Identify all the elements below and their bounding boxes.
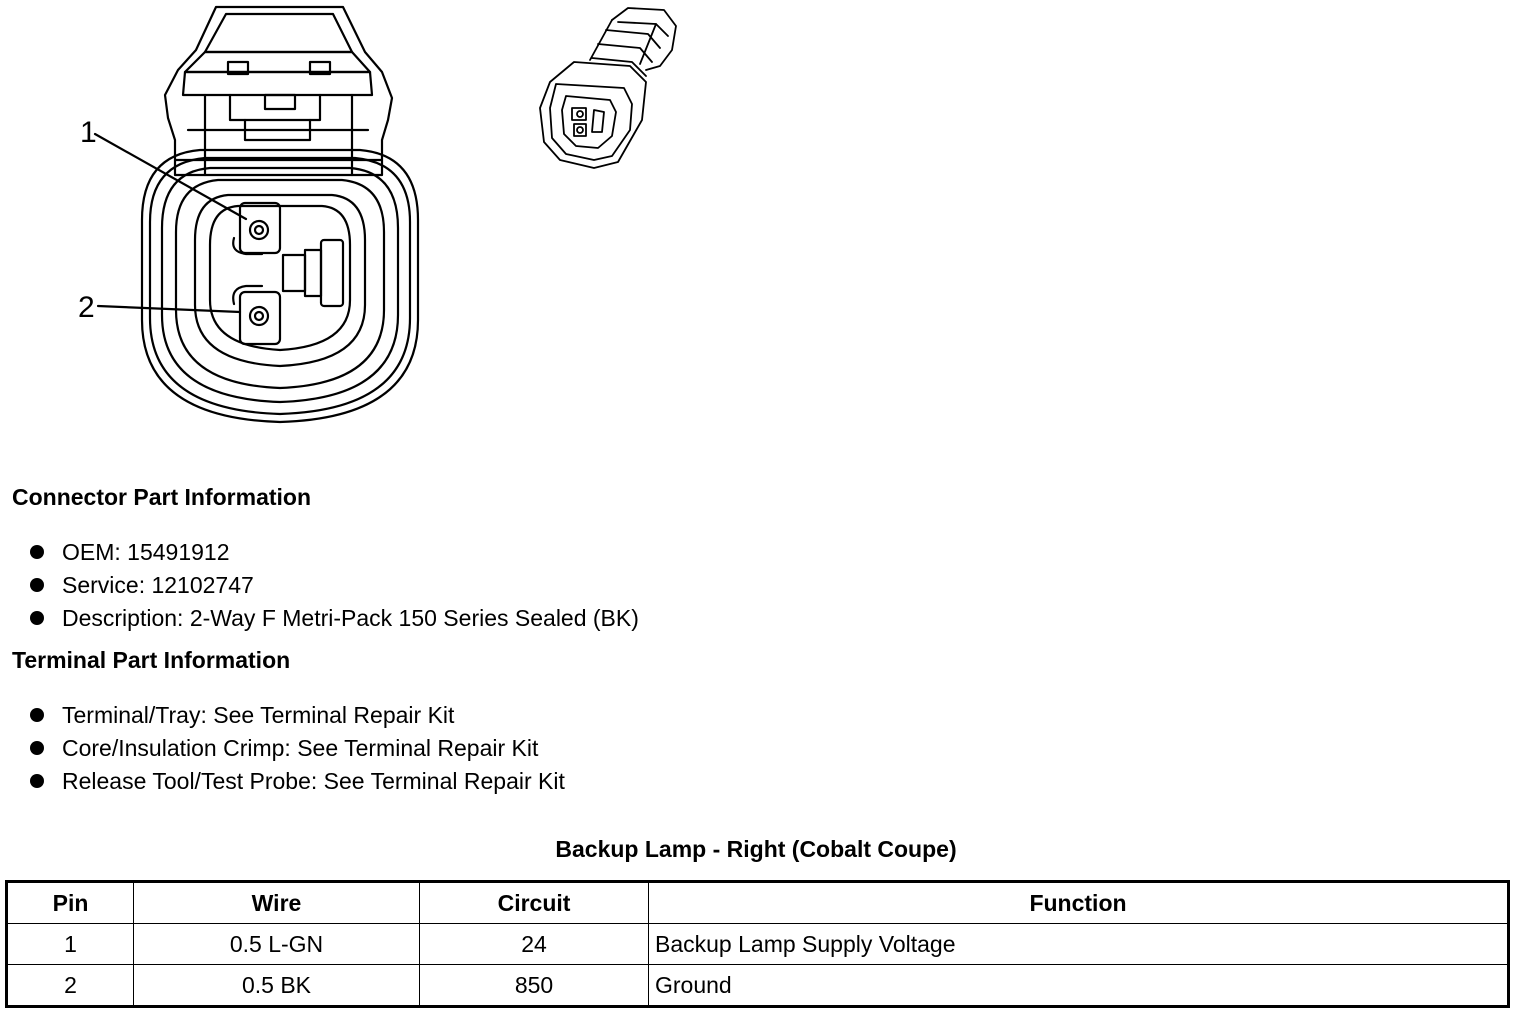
connector-diagram: [0, 0, 1520, 470]
list-item: Terminal/Tray: See Terminal Repair Kit: [30, 699, 565, 732]
list-item: OEM: 15491912: [30, 536, 639, 569]
terminal-part-info-list: [30, 699, 565, 798]
cell-function: Ground: [649, 965, 1509, 1007]
bullet-icon: [30, 708, 44, 722]
cell-function: Backup Lamp Supply Voltage: [649, 924, 1509, 965]
connector-key: [283, 240, 343, 306]
table-header-row: [7, 882, 1509, 924]
column-header-wire: Wire: [134, 882, 420, 924]
table-title: Backup Lamp - Right (Cobalt Coupe): [555, 836, 957, 862]
cell-pin: 1: [7, 924, 134, 965]
cell-circuit: 24: [420, 924, 649, 965]
column-header-circuit: Circuit: [420, 882, 649, 924]
terminal-part-info-title: Terminal Part Information: [12, 647, 291, 673]
bullet-icon: [30, 611, 44, 625]
connector-part-info-list: [30, 536, 639, 635]
leader-line-2: [98, 306, 240, 312]
bullet-icon: [30, 774, 44, 788]
list-item: Release Tool/Test Probe: See Terminal Repair Kit: [30, 765, 565, 798]
bullet-icon: [30, 578, 44, 592]
cell-pin: 2: [7, 965, 134, 1007]
terminal-cavity-1: [233, 203, 280, 254]
table-row: [7, 965, 1509, 1007]
pin-label-2: 2: [78, 291, 95, 324]
bullet-icon: [30, 545, 44, 559]
connector-body: [142, 150, 418, 422]
connector-isometric-view: [540, 8, 676, 168]
bullet-icon: [30, 741, 44, 755]
connector-part-info-title: Connector Part Information: [12, 484, 312, 510]
leader-line-1: [95, 134, 246, 219]
list-item: Service: 12102747: [30, 569, 639, 602]
list-item: Core/Insulation Crimp: See Terminal Repair Kit: [30, 732, 565, 765]
pinout-table: [5, 880, 1510, 1008]
column-header-function: Function: [649, 882, 1509, 924]
terminal-cavity-2: [233, 286, 280, 344]
cell-wire: 0.5 BK: [134, 965, 420, 1007]
table-row: [7, 924, 1509, 965]
cell-circuit: 850: [420, 965, 649, 1007]
pin-label-1: 1: [80, 116, 97, 149]
cell-wire: 0.5 L-GN: [134, 924, 420, 965]
list-item: Description: 2-Way F Metri-Pack 150 Series Sealed (BK): [30, 602, 639, 635]
column-header-pin: Pin: [7, 882, 134, 924]
